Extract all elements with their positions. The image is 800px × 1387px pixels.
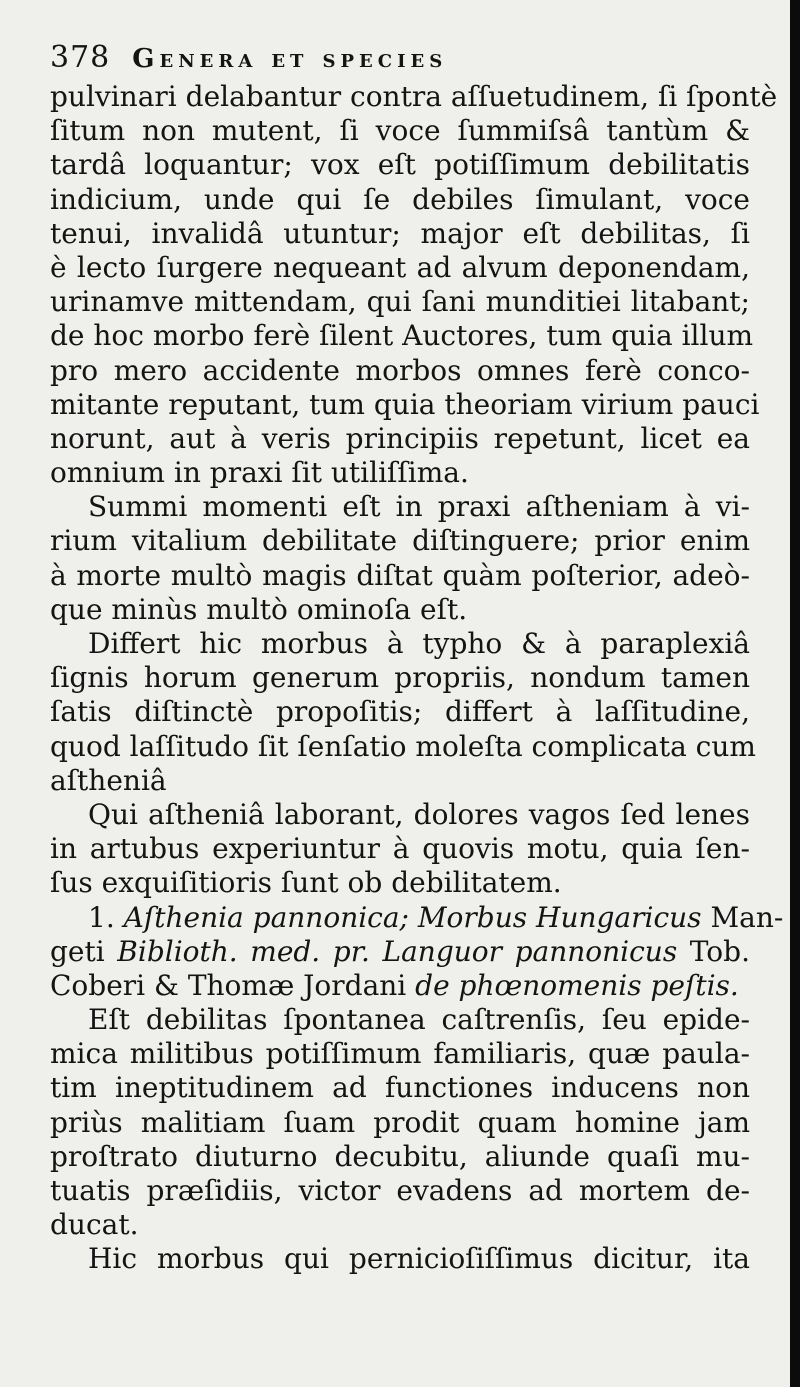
species-name: Aſthenia pannonica; Morbus Hungaricus — [123, 900, 702, 934]
text-line: omnium in praxi ſit utiliſſima. — [50, 456, 469, 490]
species-citation-line — [50, 935, 750, 969]
text-line: pro mero accidente morbos omnes ferè conco- — [50, 353, 750, 387]
text-line: de hoc morbo ferè ſilent Auctores, tum quia illum — [50, 319, 754, 353]
paragraph-start-line: Differt hic morbus à typho & à paraplexiâ — [88, 627, 750, 660]
text-line: ſitum non mutent, ſi voce ſummiſsâ tantùm & — [50, 114, 750, 148]
text-line: urinamve mittendam, qui ſani munditiei litabant; — [50, 285, 750, 319]
text-line: indicium, unde qui ſe debiles ſimulant, voce — [50, 182, 750, 216]
body-text — [50, 80, 784, 1277]
citation-work: Biblioth. med. pr. Languor pannonicus — [117, 934, 678, 968]
text-line: priùs malitiam ſuam prodit quam homine jam — [50, 1105, 750, 1139]
paragraph-start-line: Hic morbus qui pernicioſiſſimus dicitur, ita — [88, 1242, 750, 1276]
page-header — [50, 40, 750, 78]
text-line: in artubus experiuntur à quovis motu, quia ſen- — [50, 832, 750, 866]
paragraph-start-line: Qui aſtheniâ laborant, dolores vagos ſed lenes — [88, 797, 750, 831]
text-line: quod laſſitudo ſit ſenſatio moleſta complicata cum — [50, 729, 756, 763]
text-line: tim ineptitudinem ad functiones inducens non — [50, 1071, 750, 1105]
paragraph-start-line: Eſt debilitas ſpontanea caſtrenſis, ſeu epide- — [88, 1003, 750, 1037]
text-line: aſtheniâ — [50, 763, 167, 797]
text-line: norunt, aut à veris principiis repetunt, licet ea — [50, 421, 750, 455]
page-edge-shadow — [790, 0, 800, 1387]
species-number: 1. — [88, 900, 115, 934]
citation-author: Man- — [710, 900, 784, 934]
text-line: è lecto ſurgere nequeant ad alvum deponendam, — [50, 250, 750, 284]
species-citation-line — [50, 969, 750, 1003]
text-line: ſignis horum generum propriis, nondum tamen — [50, 661, 750, 695]
text-line: que minùs multò ominoſa eſt. — [50, 592, 468, 626]
text-line: mitante reputant, tum quia theoriam virium pauci — [50, 387, 760, 421]
page-number: 378 — [50, 40, 111, 75]
species-heading-line — [50, 900, 784, 935]
text-line: à morte multò magis diſtat quàm poſterior, adeò- — [50, 558, 750, 592]
text-line: ducat. — [50, 1208, 139, 1242]
text-line: rium vitalium debilitate diſtinguere; prior enim — [50, 524, 750, 558]
text-line: tardâ loquantur; vox eſt potiſſimum debilitatis — [50, 148, 750, 182]
text-line: ſatis diſtinctè propoſitis; differt à laſſitudine, — [50, 695, 750, 729]
text-line: mica militibus potiſſimum familiaris, quæ paula- — [50, 1037, 750, 1071]
citation-author: Tob. — [689, 934, 750, 968]
citation-author: geti — [50, 934, 105, 968]
text-line: proſtrato diuturno decubitu, aliunde quaſi mu- — [50, 1139, 750, 1173]
text-line: tenui, invalidâ utuntur; major eſt debilitas, ſi — [50, 216, 750, 250]
running-title: Genera et species — [132, 44, 448, 74]
citation-author: Coberi & Thomæ Jordani — [50, 968, 407, 1002]
text-line: pulvinari delabantur contra aſſuetudinem, ſi ſpontè — [50, 80, 778, 113]
citation-work: de phœnomenis peſtis. — [415, 968, 739, 1002]
paragraph-start-line: Summi momenti eſt in praxi aſtheniam à vi- — [88, 490, 750, 524]
text-line: tuatis præſidiis, victor evadens ad mortem de- — [50, 1174, 750, 1207]
text-line: ſus exquiſitioris ſunt ob debilitatem. — [50, 866, 562, 900]
